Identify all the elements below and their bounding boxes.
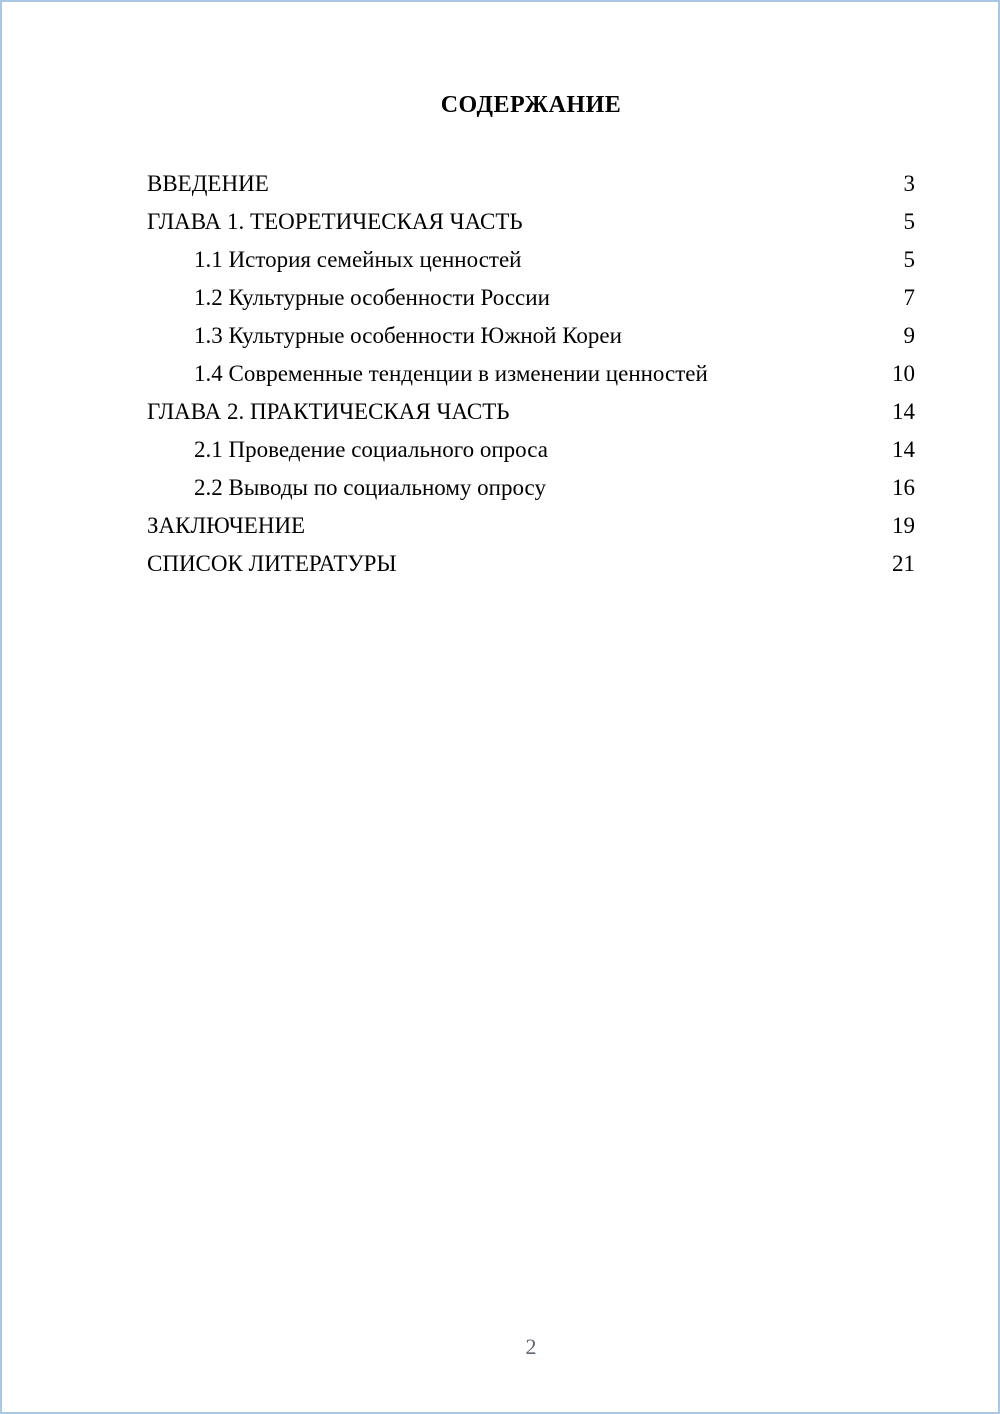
toc-row <box>147 431 915 469</box>
page-title: СОДЕРЖАНИЕ <box>440 92 622 118</box>
table-of-contents <box>147 165 915 583</box>
toc-entry-page: 9 <box>903 323 915 348</box>
toc-entry-page: 14 <box>892 437 915 462</box>
toc-entry-page: 19 <box>892 513 915 538</box>
toc-entry-label: 1.3 Культурные особенности Южной Кореи <box>194 323 622 348</box>
toc-row <box>147 507 915 545</box>
toc-entry-page: 16 <box>892 475 915 500</box>
toc-entry-label: 2.2 Выводы по социальному опросу <box>194 475 546 500</box>
toc-entry-page: 10 <box>892 361 915 386</box>
toc-row <box>147 317 915 355</box>
toc-entry-label: 1.1 История семейных ценностей <box>194 247 522 272</box>
toc-row <box>147 203 915 241</box>
toc-entry-page: 3 <box>903 171 915 196</box>
toc-entry-label: 1.2 Культурные особенности России <box>194 285 550 310</box>
toc-row <box>147 165 915 203</box>
toc-row <box>147 279 915 317</box>
toc-content <box>147 92 915 583</box>
toc-entry-label: СПИСОК ЛИТЕРАТУРЫ <box>147 551 397 576</box>
toc-row <box>147 241 915 279</box>
toc-entry-label: 2.1 Проведение социального опроса <box>194 437 548 462</box>
toc-row <box>147 545 915 583</box>
toc-row <box>147 393 915 431</box>
toc-entry-page: 14 <box>892 399 915 424</box>
toc-entry-page: 7 <box>903 285 915 310</box>
toc-entry-label: ГЛАВА 2. ПРАКТИЧЕСКАЯ ЧАСТЬ <box>147 399 510 424</box>
toc-entry-label: ГЛАВА 1. ТЕОРЕТИЧЕСКАЯ ЧАСТЬ <box>147 209 523 234</box>
toc-row <box>147 469 915 507</box>
toc-entry-label: ВВЕДЕНИЕ <box>147 171 269 196</box>
toc-entry-label: ЗАКЛЮЧЕНИЕ <box>147 513 306 538</box>
toc-entry-label: 1.4 Современные тенденции в изменении ценностей <box>194 361 708 386</box>
toc-entry-page: 5 <box>903 247 915 272</box>
toc-row <box>147 355 915 393</box>
toc-entry-page: 21 <box>892 551 915 576</box>
toc-entry-page: 5 <box>903 209 915 234</box>
page-number-footer: 2 <box>525 1334 537 1359</box>
